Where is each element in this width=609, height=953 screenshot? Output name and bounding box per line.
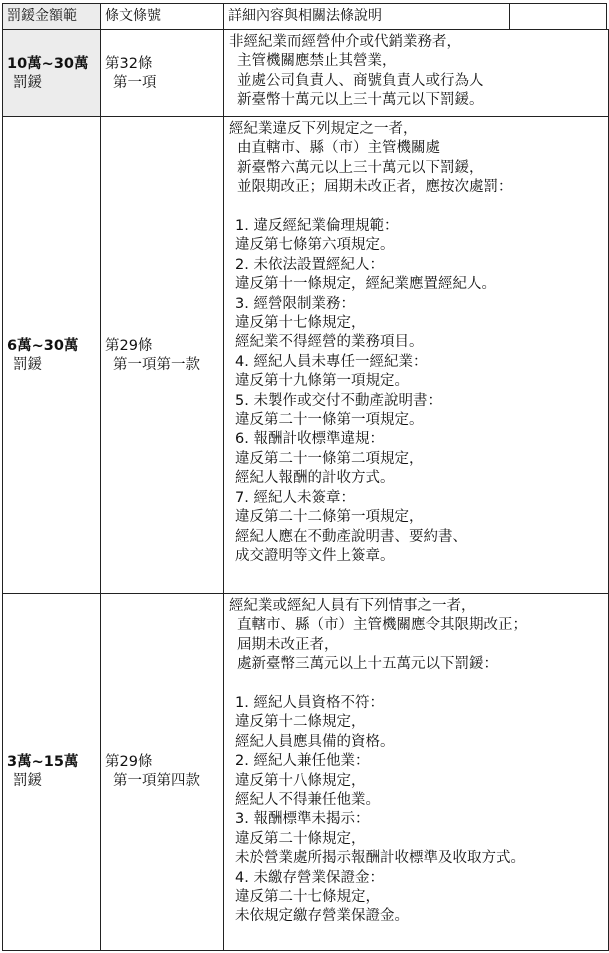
detail-intro-line: 並處公司負責人、商號負責人或行為人 bbox=[237, 72, 484, 89]
detail-intro-line: 非經紀業而經營仲介或代銷業務者， bbox=[229, 34, 461, 50]
detail-item-line: 未於營業處所揭示報酬計收標準及收取方式。 bbox=[235, 850, 525, 867]
detail-intro-line: 並限期改正；屆期未改正者，應按次處罰： bbox=[237, 179, 513, 196]
detail-intro-line: 屆期未改正者， bbox=[237, 636, 339, 653]
detail-intro-line: 新臺幣六萬元以上三十萬元以下罰鍰， bbox=[237, 159, 484, 176]
detail-intro-line: 經紀業違反下列規定之一者， bbox=[229, 121, 418, 137]
article-cell bbox=[100, 29, 225, 118]
detail-item-line: 違反第十一條規定，經紀業應置經紀人。 bbox=[235, 276, 496, 293]
detail-item-line: 違反第二十條規定， bbox=[235, 830, 366, 847]
detail-intro-line: 新臺幣十萬元以上三十萬元以下罰鍰。 bbox=[237, 92, 484, 109]
fine-range-text: 罰鍰 bbox=[13, 773, 42, 789]
detail-intro-line: 主管機關應禁止其營業， bbox=[237, 53, 397, 70]
detail-cell bbox=[223, 116, 609, 595]
detail-item-line: 4. 經紀人員未專任一經紀業： bbox=[235, 353, 428, 370]
article-text: 第一項第四款 bbox=[113, 773, 200, 789]
detail-item-line: 違反第十九條第一項規定。 bbox=[235, 373, 409, 390]
detail-item-line: 3. 報酬標準未揭示： bbox=[235, 811, 370, 828]
detail-item-line: 3. 經營限制業務： bbox=[235, 295, 355, 312]
header-extra bbox=[509, 3, 607, 31]
detail-intro-line: 處新臺幣三萬元以上十五萬元以下罰鍰： bbox=[237, 656, 498, 673]
article-text: 第32條 bbox=[105, 55, 153, 72]
detail-item-line: 違反第二十一條第一項規定。 bbox=[235, 412, 424, 429]
detail-item-line: 6. 報酬計收標準違規： bbox=[235, 431, 384, 448]
article-cell bbox=[100, 116, 225, 595]
detail-cell bbox=[223, 29, 609, 118]
detail-item-line: 經紀人報酬的計收方式。 bbox=[235, 470, 395, 487]
fine-range-cell bbox=[2, 29, 102, 118]
header-article: 條文條號 bbox=[100, 3, 225, 31]
detail-item-line: 違反第二十一條第二項規定， bbox=[235, 450, 424, 467]
detail-intro-line: 由直轄市、縣（市）主管機關處 bbox=[237, 140, 440, 157]
fine-range-text: 3萬~15萬 bbox=[7, 754, 79, 770]
detail-item-line: 違反第二十二條第一項規定， bbox=[235, 509, 424, 526]
detail-item-line: 經紀人員應具備的資格。 bbox=[235, 733, 395, 750]
fine-range-text: 罰鍰 bbox=[13, 356, 42, 373]
detail-item-line: 5. 未製作或交付不動產說明書： bbox=[235, 392, 442, 409]
fine-range-text: 10萬~30萬 bbox=[7, 55, 89, 72]
detail-item-line: 違反第二十七條規定， bbox=[235, 889, 380, 906]
detail-item-line: 4. 未繳存營業保證金： bbox=[235, 869, 384, 886]
fine-range-cell bbox=[2, 593, 102, 951]
header-fine-range: 罰鍰金額範 bbox=[2, 3, 102, 31]
fine-range-cell bbox=[2, 116, 102, 595]
detail-item-line: 違反第十八條規定， bbox=[235, 772, 366, 789]
detail-intro-line: 直轄市、縣（市）主管機關應令其限期改正； bbox=[237, 617, 527, 634]
detail-item-line: 違反第十七條規定， bbox=[235, 315, 366, 332]
spacer bbox=[229, 675, 603, 694]
header-detail: 詳細內容與相關法條說明 bbox=[223, 3, 511, 31]
detail-item-line: 7. 經紀人未簽章： bbox=[235, 489, 355, 506]
fine-range-text: 6萬~30萬 bbox=[7, 337, 79, 354]
detail-item-line: 1. 違反經紀業倫理規範： bbox=[235, 218, 399, 235]
article-text: 第29條 bbox=[105, 754, 153, 770]
fine-range-text: 罰鍰 bbox=[13, 74, 42, 91]
detail-item-line: 1. 經紀人員資格不符： bbox=[235, 695, 384, 712]
detail-item-line: 違反第七條第六項規定。 bbox=[235, 237, 395, 254]
article-text: 第一項 bbox=[113, 74, 157, 91]
detail-item-line: 違反第十二條規定， bbox=[235, 714, 366, 731]
detail-cell bbox=[223, 593, 609, 951]
spacer bbox=[229, 198, 603, 217]
detail-item-line: 經紀人不得兼任他業。 bbox=[235, 792, 380, 809]
detail-item-line: 2. 未依法設置經紀人： bbox=[235, 256, 384, 273]
article-text: 第29條 bbox=[105, 337, 153, 354]
detail-intro-line: 經紀業或經紀人員有下列情事之一者， bbox=[229, 598, 476, 614]
detail-item-line: 未依規定繳存營業保證金。 bbox=[235, 908, 409, 925]
article-cell bbox=[100, 593, 225, 951]
detail-item-line: 2. 經紀人兼任他業： bbox=[235, 753, 370, 770]
detail-item-line: 成交證明等文件上簽章。 bbox=[235, 547, 395, 564]
detail-item-line: 經紀業不得經營的業務項目。 bbox=[235, 334, 424, 351]
article-text: 第一項第一款 bbox=[113, 356, 200, 373]
detail-item-line: 經紀人應在不動產說明書、要約書、 bbox=[235, 528, 467, 545]
